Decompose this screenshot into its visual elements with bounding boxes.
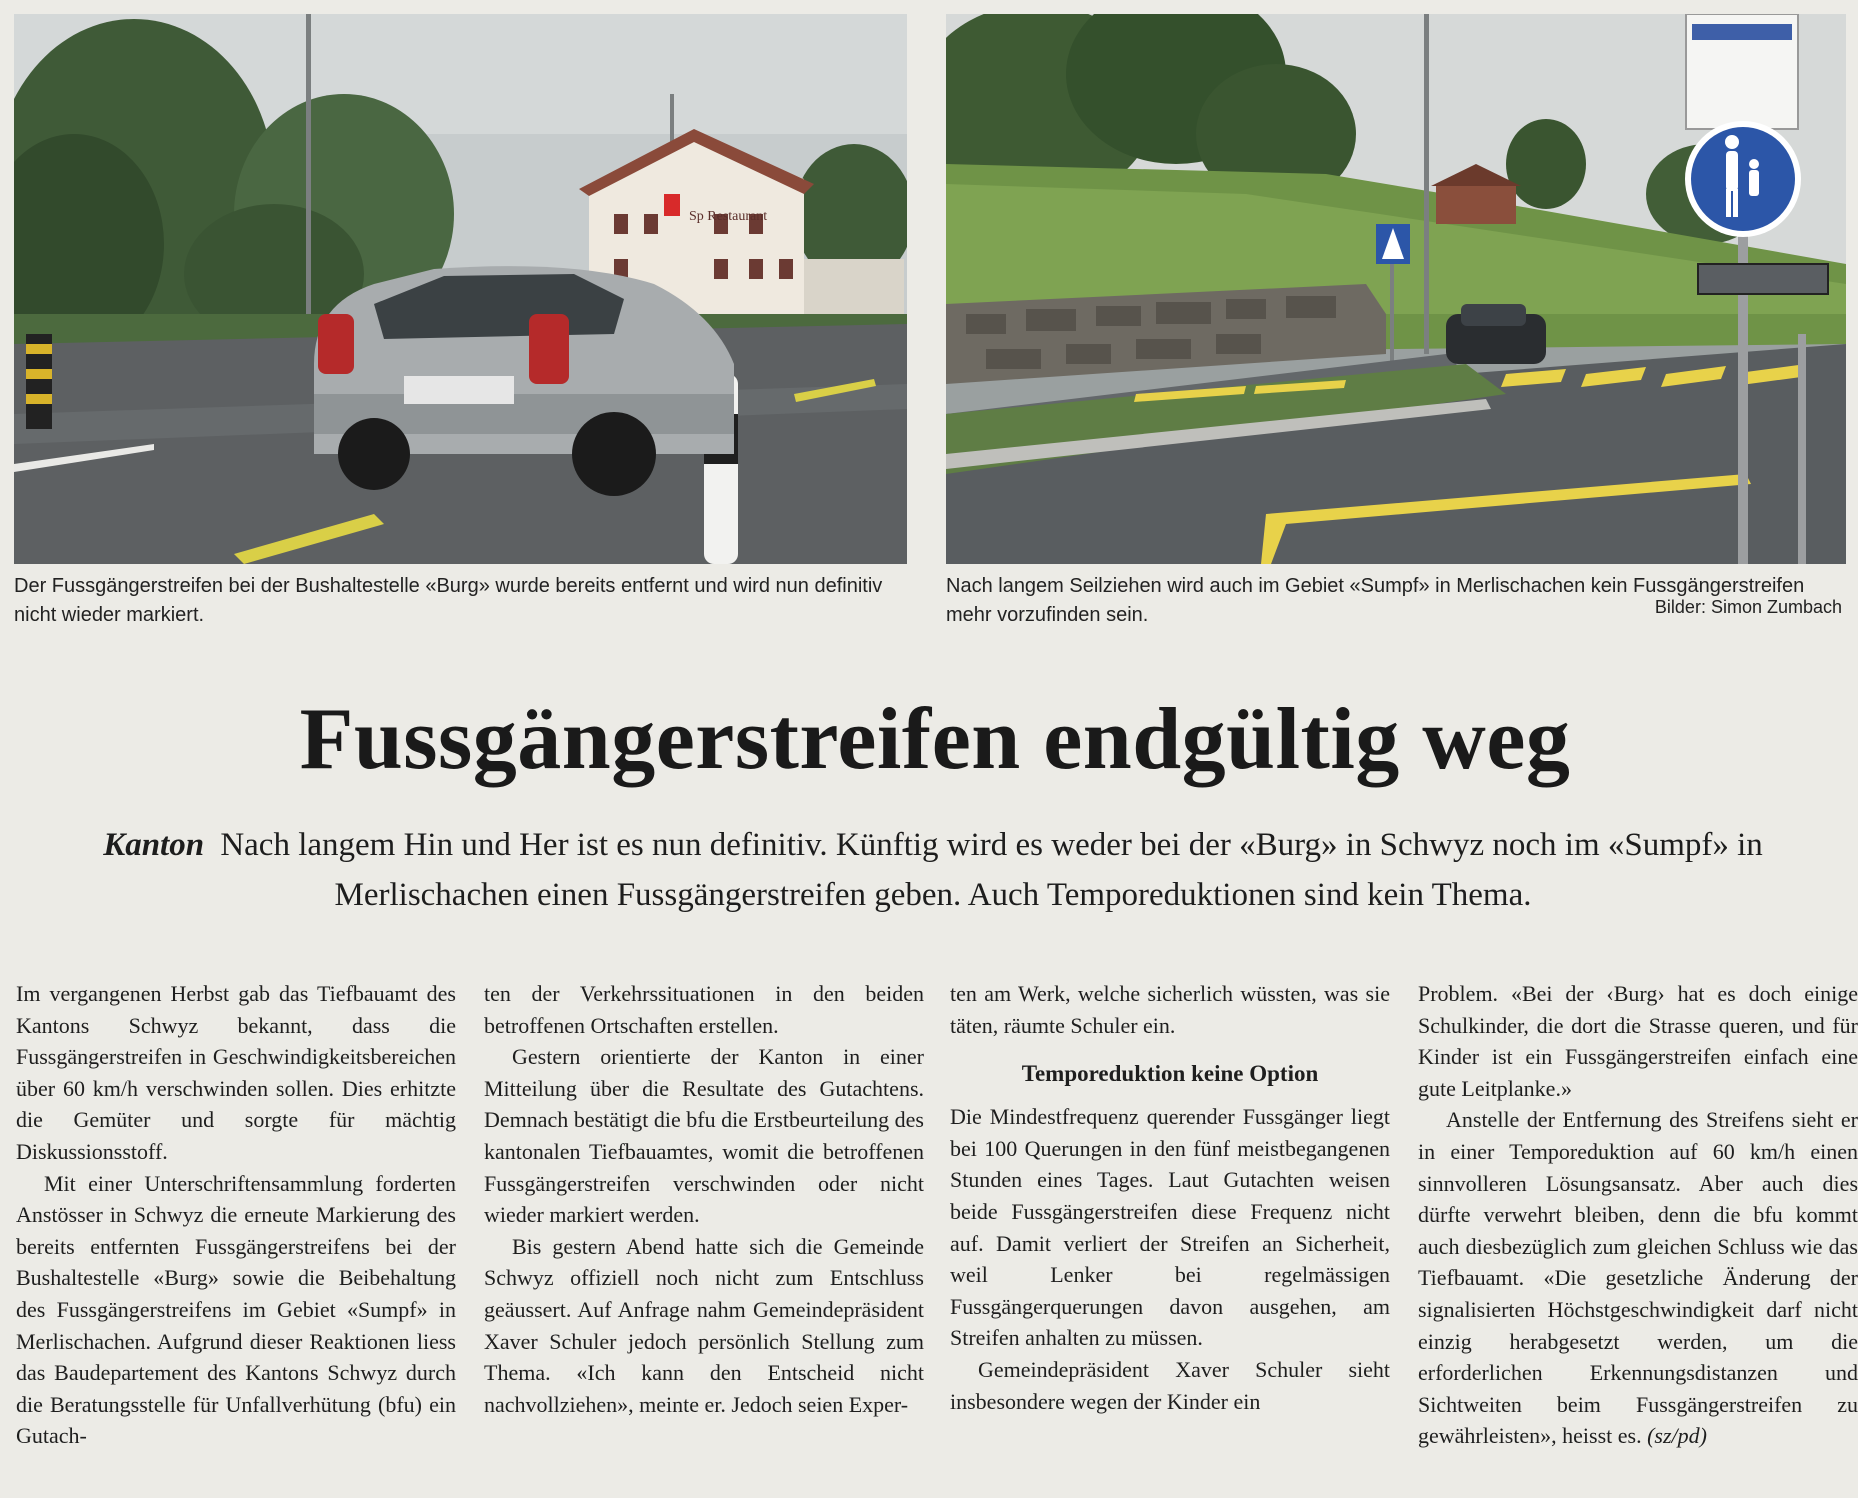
article-lead-text: Nach langem Hin und Her ist es nun definitiv. Künftig wird es weder bei der «Burg» in Schwyz noch im «Sumpf» in Merlischachen einen Fussgängerstreifen geben. Auch Temporeduktionen sind kein Thema. [220,827,1763,913]
photo-crossing-sumpf [946,14,1846,564]
photo-bus-stop-burg-image [14,14,907,564]
article-subhead: Temporeduktion keine Option [1021,1061,1319,1087]
body-paragraph: Gemeindepräsident Xaver Schuler sieht insbesondere wegen der Kinder ein [950,1356,1390,1414]
article-column-2 [484,978,924,1420]
article-column-3 [950,978,1390,1417]
photo-crossing-sumpf-image [946,14,1846,564]
article-column-1 [16,978,456,1452]
photo-bus-stop-burg [14,14,907,564]
body-paragraph: ten der Verkehrssituationen in den beiden betroffenen Ortschaften erstellen. [484,981,924,1038]
body-paragraph: Bis gestern Abend hatte sich die Gemeinde Schwyz offiziell noch nicht zum Entschluss geäussert. Auf Anfrage nahm Gemeindepräsident Xaver Schuler jedoch persönlich Stellung zum Thema. «Ich kann den Entscheid nicht nachvollziehen», meinte er. Jedoch seien Exper- [484,1233,924,1417]
author-signature: (sz/pd) [1647,1423,1707,1449]
restaurant-sign-text: Sp Restaurant [689,209,768,224]
body-paragraph: Die Mindestfrequenz querender Fussgänger liegt bei 100 Querungen in den fünf meistbegangenen Stunden eines Tages. Laut Gutachten weisen beide Fussgängerstreifen diese Frequenz nicht auf. Damit verliert der Streifen an Sicherheit, weil Lenker bei regelmässigen Fussgängerquerungen davon ausgehen, am Streifen anhalten zu müssen. [950,1104,1390,1351]
body-paragraph: Im vergangenen Herbst gab das Tiefbauamt des Kantons Schwyz bekannt, dass die Fussgängerstreifen in Geschwindigkeitsbereichen über 60 km/h verschwinden sollen. Dies erhitzte die Gemüter und sorgte für mächtig Diskussionsstoff. [16,981,456,1164]
body-paragraph: Problem. «Bei der ‹Burg› hat es doch einige Schulkinder, die dort die Strasse queren, und für Kinder ist ein Fussgängerstreifen einfach eine gute Leitplanke.» [1418,981,1858,1101]
body-paragraph: Mit einer Unterschriftensammlung forderten Anstösser in Schwyz die erneute Markierung des bereits entfernten Fussgängerstreifens bei der Bushaltestelle «Burg» sowie die Beibehaltung des Fussgängerstreifens im Gebiet «Sumpf» in Merlischachen. Aufgrund dieser Reaktionen liess das Baudepartement des Kantons Schwyz durch die Beratungsstelle für Unfallverhütung (bfu) ein Gutach- [16,1170,456,1449]
caption-photo-left: Der Fussgängerstreifen bei der Bushaltestelle «Burg» wurde bereits entfernt und wird nun definitiv nicht wieder markiert. [14,575,883,626]
body-paragraph: Gestern orientierte der Kanton in einer Mitteilung über die Resultate des Gutachtens. Demnach bestätigt die bfu die Erstbeurteilung des kantonalen Tiefbauamtes, womit die betroffenen Fussgängerstreifen verschwinden oder nicht wieder markiert werden. [484,1044,924,1228]
article-headline: Fussgängerstreifen endgültig weg [299,691,1571,788]
photo-credit: Bilder: Simon Zumbach [1654,597,1842,617]
article-kicker: Kanton [103,827,205,863]
article-lead [38,820,1828,920]
body-paragraph: ten am Werk, welche sicherlich wüssten, was sie täten, räumte Schuler ein. [950,981,1390,1038]
article-column-4 [1418,978,1858,1452]
caption-photo-right: Nach langem Seilziehen wird auch im Gebiet «Sumpf» in Merlischachen kein Fussgängerstreifen mehr vorzufinden sein. [946,575,1805,626]
body-paragraph [1418,1104,1858,1452]
body-paragraph-text: Anstelle der Entfernung des Streifens sieht er in einer Temporeduktion auf 60 km/h einen sinnvolleren Lösungsansatz. Aber auch dies dürfte verwehrt bleiben, denn die bfu kommt auch diesbezüglich zum gleichen Schluss wie das Tiefbauamt. «Die gesetzliche Änderung der signalisierten Höchstgeschwindigkeit darf nicht einzig herabgesetzt werden, um die erforderlichen Erkennungsdistanzen und Sichtweiten beim Fussgängerstreifen zu gewährleisten», heisst es. [1418,1107,1858,1449]
